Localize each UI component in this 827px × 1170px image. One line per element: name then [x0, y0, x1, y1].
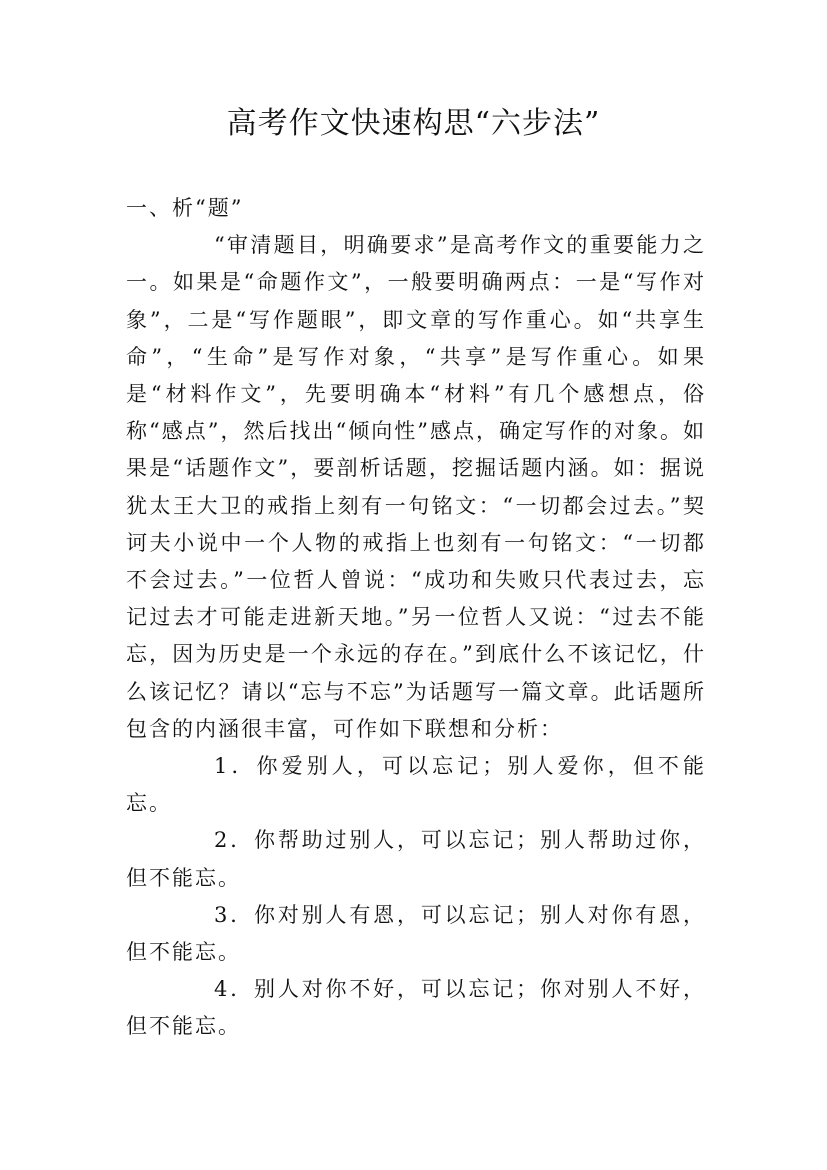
document-title: 高考作文快速构思“六步法” [226, 106, 601, 141]
list-item: 3．你对别人有恩，可以忘记；别人对你有恩，但不能忘。 [126, 902, 706, 965]
list-item: 4．别人对你不好，可以忘记；你对别人不好，但不能忘。 [126, 977, 706, 1039]
list-item: 1．你爱别人，可以忘记；别人爱你，但不能忘。 [126, 754, 706, 816]
list-item: 2．你帮助过别人，可以忘记；别人帮助过你，但不能忘。 [126, 828, 706, 890]
body-paragraph: “审清题目，明确要求”是高考作文的重要能力之一。如果是“命题作文”，一般要明确两点：一是“写作对象”，二是“写作题眼”，即文章的写作重心。如“共享生命”，“生命”是写作对象，“共享”是写作重心。如果是“材料作文”，先要明确本“材料”有几个感想点，俗称“感点”，然后找出“倾向性”感点，确定写作的对象。如果是“话题作文”，要剖析话题，挖掘话题内涵。如：据说犹太王大卫的戒指上刻有一句铭文：“一切都会过去。”契诃夫小说中一个人物的戒指上也刻有一句铭文：“一切都不会过去。”一位哲人曾说：“成功和失败只代表过去，忘记过去才可能走进新天地。”另一位哲人又说：“过去不能忘，因为历史是一个永远的存在。”到底什么不该记忆，什么该记忆？请以“忘与不忘”为话题写一篇文章。此话题所包含的内涵很丰富，可作如下联想和分析： [126, 233, 706, 741]
section-heading: 一、析“题” [126, 196, 244, 220]
document-body [126, 190, 706, 1046]
